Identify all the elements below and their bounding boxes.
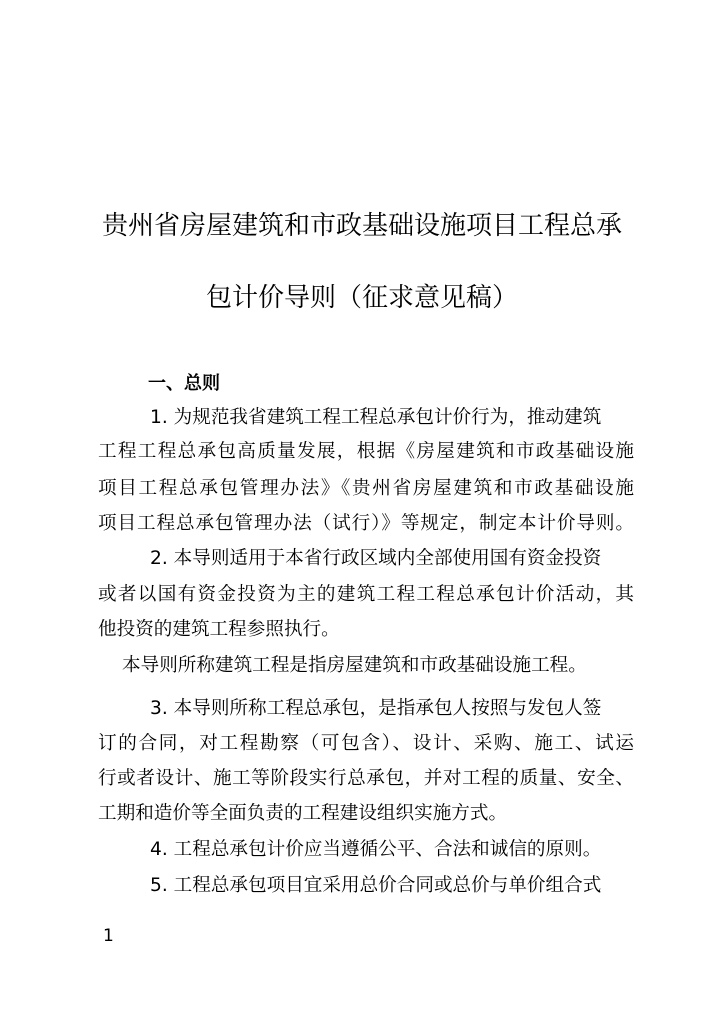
paragraph-1-line-3: 项目工程总承包管理办法》《贵州省房屋建筑和市政基础设施 [98, 478, 634, 499]
document-title-line-1: 贵州省房屋建筑和市政基础设施项目工程总承 [101, 211, 622, 241]
paragraph-1-line-1: 1. 为规范我省建筑工程工程总承包计价行为，推动建筑 [150, 407, 602, 428]
paragraph-5-line-1: 5. 工程总承包项目宜采用总价合同或总价与单价组合式 [150, 875, 602, 896]
paragraph-2-line-4: 本导则所称建筑工程是指房屋建筑和市政基础设施工程。 [122, 655, 587, 676]
page-number: 1 [103, 926, 114, 946]
paragraph-1-line-2: 工程工程总承包高质量发展，根据《房屋建筑和市政基础设施 [98, 441, 634, 462]
paragraph-4-line-1: 4. 工程总承包计价应当遵循公平、合法和诚信的原则。 [150, 839, 602, 860]
paragraph-1-line-4: 项目工程总承包管理办法（试行）》等规定，制定本计价导则。 [98, 513, 634, 534]
paragraph-3-line-1: 3. 本导则所称工程总承包，是指承包人按照与发包人签 [150, 698, 602, 719]
paragraph-3-line-4: 工期和造价等全面负责的工程建设组织实施方式。 [98, 803, 508, 824]
paragraph-3-line-2: 订的合同，对工程勘察（可包含）、设计、采购、施工、试运 [98, 733, 634, 754]
paragraph-2-line-2: 或者以国有资金投资为主的建筑工程工程总承包计价活动，其 [98, 584, 634, 605]
paragraph-2-line-3: 他投资的建筑工程参照执行。 [98, 619, 340, 640]
paragraph-2-line-1: 2. 本导则适用于本省行政区域内全部使用国有资金投资 [150, 548, 602, 569]
document-title-line-2: 包计价导则（征求意见稿） [205, 283, 518, 313]
paragraph-3-line-3: 行或者设计、施工等阶段实行总承包，并对工程的质量、安全、 [98, 768, 634, 789]
section-heading-general: 一、总则 [148, 373, 220, 394]
